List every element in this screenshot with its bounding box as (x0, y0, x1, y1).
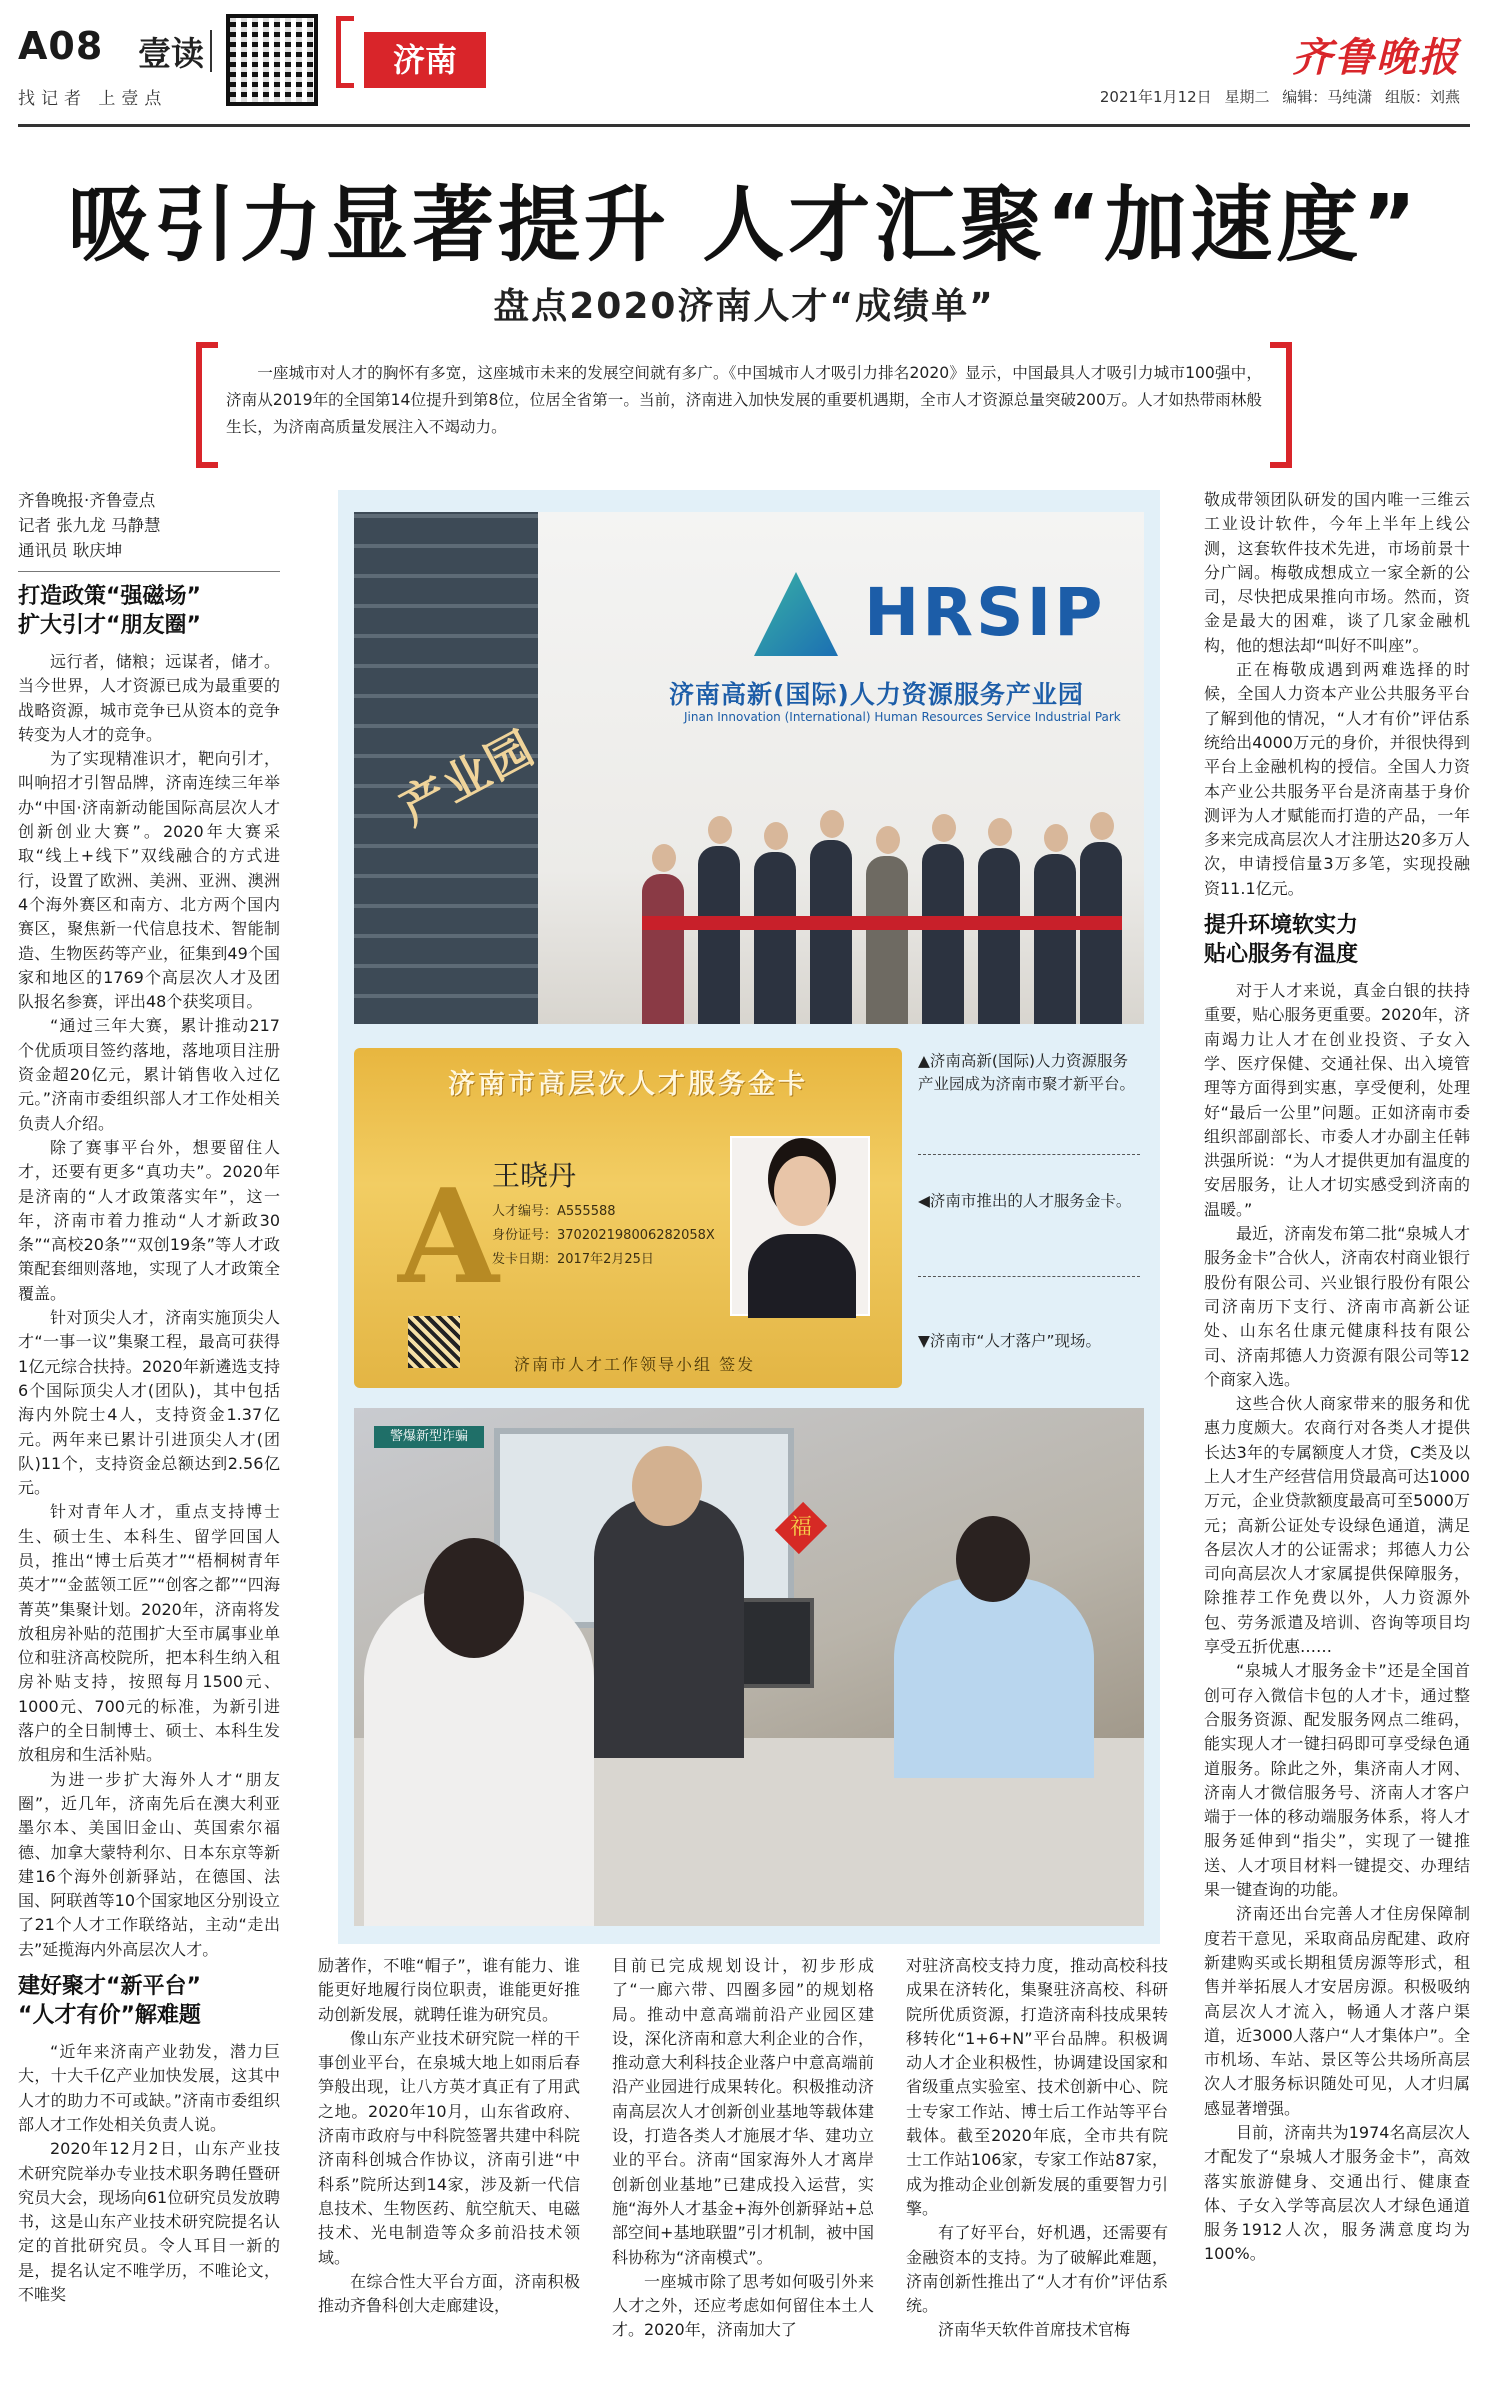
tag-bracket (336, 16, 354, 88)
paragraph: 济南还出台完善人才住房保障制度若干意见，采取商品房配建、政府新建购买或长期租赁房源等形式，租售并举拓展人才安居房源。积极吸纳高层次人才流入，畅通人才落户渠道，近3000人落户“人才集体户”。全市机场、车站、景区等公共场所高层次人才服务标识随处可见，人才归属感显著增强。 (1204, 1904, 1470, 2118)
paragraph: 这些合伙人商家带来的服务和优惠力度颇大。农商行对各类人才提供长达3年的专属额度人才贷，C类及以上人才生产经营信用贷最高可达1000万元，企业贷款额度最高可至5000万元；高新公证处专设绿色通道，满足各层次人才的公证需求；邦德人力公司向高层次人才家属提供保障服务，除推荐工作免费以外，人力资源外包、劳务派遣及培训、咨询等项目均享受五折优惠…… (1204, 1394, 1470, 1657)
paragraph: 像山东产业技术研究院一样的干事创业平台，在泉城大地上如雨后春笋般出现，让八方英才真正有了用武之地。2020年10月，山东省政府、济南市政府与中科院签署共建中科院济南科创城合作协议，济南引进“中科系”院所达到14家，涉及新一代信息技术、生物医药、航空航天、电磁技术、光电制造等众多前沿技术领域。 (318, 2028, 580, 2267)
page-number: A08 (18, 24, 104, 68)
card-issuer: 济南市人才工作领导小组 签发 (514, 1355, 756, 1374)
card-field: 人才编号：A555588 (492, 1204, 616, 1219)
caption-box (918, 1050, 1146, 1390)
byline-correspondent: 通讯员 耿庆坤 (18, 541, 123, 560)
divider (210, 30, 212, 72)
group-of-people (642, 802, 1122, 1024)
ceremony-ribbon (642, 916, 1122, 930)
caption-divider (918, 1154, 1140, 1155)
paragraph: 励著作，不唯“帽子”，谁有能力、谁能更好地履行岗位职责，谁能更好推动创新发展，就聘任谁为研究员。 (318, 1956, 580, 2024)
hrsip-logo-icon (754, 572, 838, 656)
lead-bracket-right (1270, 342, 1292, 468)
paragraph: 目前已完成规划设计，初步形成了“一廊六带、四圈多园”的规划格局。推动中意高端前沿产业园区建设，深化济南和意大利企业的合作，推动意大利科技企业落户中意高端前沿产业园进行成果转化。积极推动济南高层次人才创新创业基地等载体建设，打造各类人才施展才华、建功立业的平台。济南“国家海外人才离岸创新创业基地”已建成投入运营，实施“海外人才基金+海外创新驿站+总部空间+基地联盟”引才机制，被中国科协称为“济南模式”。 (612, 1956, 874, 2267)
person-figure (1034, 854, 1076, 1024)
fu-char: 福 (789, 1514, 813, 1540)
person-figure (1080, 842, 1122, 1024)
byline-reporters: 记者 张九龙 马静慧 (18, 516, 161, 535)
heading-line: 打造政策“强磁场” (18, 584, 201, 609)
paragraph: 为进一步扩大海外人才“朋友圈”，近几年，济南先后在澳大利亚墨尔本、美国旧金山、英国索尔福德、加拿大蒙特利尔、日本东京等新建16个海外创新驿站，在德国、法国、阿联酋等10个国家地区分别设立了21个人才工作联络站，主动“走出去”延揽海内外高层次人才。 (18, 1769, 280, 1959)
card-field: 身份证号：370202198006282058X (492, 1228, 715, 1243)
park-name-english: Jinan Innovation (International) Human Resources Service Industrial Park (684, 710, 1121, 724)
card-qr-icon (408, 1316, 460, 1368)
paragraph: 最近，济南发布第二批“泉城人才服务金卡”合伙人，济南农村商业银行股份有限公司、兴业银行股份有限公司济南历下支行、济南市高新公证处、山东名仕康元健康科技有限公司、济南邦德人力资源有限公司等12个商家入选。 (1204, 1224, 1470, 1389)
paragraph: “泉城人才服务金卡”还是全国首创可存入微信卡包的人才卡，通过整合服务资源、配发服务网点二维码，能实现人才一键扫码即可享受绿色通道服务。除此之外，集济南人才网、济南人才微信服务号、济南人才客户端于一体的移动端服务体系，将人才服务延伸到“指尖”，实现了一键推送、人才项目材料一键提交、办理结果一键查询的功能。 (1204, 1661, 1470, 1900)
article-column-3 (612, 1954, 874, 2378)
paragraph: 目前，济南共为1974名高层次人才配发了“泉城人才服务金卡”，高效落实旅游健身、交通出行、健康查体、子女入学等高层次人才绿色通道服务1912人次，服务满意度均为100%。 (1204, 2123, 1470, 2264)
heading-line: 扩大引才“朋友圈” (18, 613, 201, 638)
headline: 吸引力显著提升 人才汇聚“加速度” (67, 178, 1421, 273)
paragraph: “近年来济南产业勃发，潜力巨大，十大千亿产业加快发展，这其中人才的助力不可或缺。”济南市委组织部人才工作处相关负责人说。 (18, 2042, 280, 2134)
paragraph: 有了好平台，好机遇，还需要有金融资本的支持。为了破解此难题，济南创新性推出了“人才有价”评估系统。 (906, 2223, 1168, 2316)
article-column-1 (18, 488, 280, 2378)
paragraph: 一座城市除了思考如何吸引外来人才之外，还应考虑如何留住本土人才。2020年，济南加大了 (612, 2271, 874, 2340)
byline (18, 488, 280, 563)
paragraph: 针对顶尖人才，济南实施顶尖人才“一事一议”集聚工程，最高可获得1亿元综合扶持。2020年新遴选支持6个国际顶尖人才(团队)，其中包括海内外院士4人，支持资金1.37亿元。两年来已累计引进顶尖人才(团队)11个，支持资金总额达到2.56亿元。 (18, 1308, 280, 1498)
section-name: 壹读 (138, 34, 204, 73)
lead-paragraph: 一座城市对人才的胸怀有多宽，这座城市未来的发展空间就有多广。《中国城市人才吸引力排名2020》显示，中国最具人才吸引力城市100强中，济南从2019年的全国第14位提升到第8位，位居全省第一。当前，济南进入加快发展的重要机遇期，全市人才资源总量突破200万。人才如热带雨林般生长，为济南高质量发展注入不竭动力。 (226, 364, 1262, 436)
person-figure (698, 846, 740, 1024)
photo-panel (338, 490, 1160, 1944)
paragraph: 2020年12月2日，山东产业技术研究院举办专业技术职务聘任暨研究员大会，现场向61位研究员发放聘书，这是山东产业技术研究院提名认定的首批研究员。令人耳目一新的是，提名认定不唯学历，不唯论文，不唯奖 (18, 2139, 280, 2304)
section-heading-3 (1204, 911, 1470, 969)
caption-3: ▼济南市“人才落户”现场。 (918, 1332, 1101, 1350)
card-grade: A (398, 1160, 499, 1313)
person-police-officer (894, 1578, 1094, 1778)
header-rule (18, 124, 1470, 127)
lead-bracket-left (196, 342, 218, 468)
paragraph: 远行者，储粮；远谋者，储才。当今世界，人才资源已成为最重要的战略资源，城市竞争已从资本的竞争转变为人才的竞争。 (18, 652, 280, 744)
subheadline: 盘点2020济南人才“成绩单” (493, 286, 995, 327)
photo-industrial-park (354, 512, 1144, 1024)
caption-1: ▲济南高新(国际)人力资源服务产业园成为济南市聚才新平台。 (918, 1052, 1136, 1093)
heading-line: “人才有价”解难题 (18, 2003, 201, 2029)
person-figure (642, 874, 684, 1024)
person-applicant (364, 1588, 594, 1926)
hrsip-wordmark: HRSIP (864, 574, 1106, 651)
qr-code-icon (226, 14, 318, 106)
byline-rule (18, 571, 280, 572)
person-figure (866, 856, 908, 1024)
card-portrait (730, 1136, 870, 1316)
lead-box (196, 342, 1292, 470)
paragraph: 针对青年人才，重点支持博士生、硕士生、本科生、留学回国人员，推出“博士后英才”“梧桐树青年英才”“金蓝领工匠”“创客之都”“四海菁英”集聚计划。2020年，济南将发放租房补贴的范围扩大至市属事业单位和驻济高校院所，把本科生纳入租房补贴支持，按照每月1500元、1000元、700元的标准，为新引进落户的全日制博士、硕士、本科生发放租房和生活补贴。 (18, 1502, 280, 1765)
paragraph: 为了实现精准识才，靶向引才，叫响招才引智品牌，济南连续三年举办“中国·济南新动能国际高层次人才创新创业大赛”。2020年大赛采取“线上+线下”双线融合的方式进行，设置了欧洲、美洲、亚洲、澳洲4个海外赛区和南方、北方两个国内赛区，聚焦新一代信息技术、智能制造、生物医药等产业，征集到49个国家和地区的1769个高层次人才及团队报名参赛，评出48个获奖项目。 (18, 749, 280, 1012)
paragraph: 在综合性大平台方面，济南积极推动齐鲁科创大走廊建设， (318, 2271, 580, 2316)
page-header (18, 12, 1470, 132)
paragraph: 济南华天软件首席技术官梅 (938, 2320, 1131, 2340)
person-figure (754, 852, 796, 1024)
newspaper-logo: 齐鲁晚报 (1292, 34, 1460, 81)
byline-source: 齐鲁晚报·齐鲁壹点 (18, 491, 156, 510)
person-figure (978, 848, 1020, 1024)
caption-2: ◀济南市推出的人才服务金卡。 (918, 1192, 1132, 1210)
card-holder-name: 王晓丹 (492, 1159, 577, 1192)
article-column-4 (906, 1954, 1168, 2378)
article-column-5 (1204, 488, 1470, 2378)
card-title: 济南市高层次人才服务金卡 (448, 1069, 808, 1100)
section-heading-2 (18, 1972, 280, 2030)
paragraph: 正在梅敬成遇到两难选择的时候，全国人力资本产业公共服务平台了解到他的情况，“人才有价”评估系统给出4000万元的身价，并很快得到平台上金融机构的授信。全国人力资本产业公共服务平台是济南基于身价测评为人才赋能而打造的产品，一年多来完成高层次人才注册达20多万人次，申请授信量3万多笔，实现投融资11.1亿元。 (1204, 660, 1470, 898)
person-figure (810, 840, 852, 1024)
heading-line: 贴心服务有温度 (1204, 942, 1359, 968)
park-name: 济南高新(国际)人力资源服务产业园 (669, 680, 1084, 709)
card-field: 发卡日期：2017年2月25日 (492, 1252, 654, 1267)
caption-divider (918, 1276, 1140, 1277)
photo-settlement-service (354, 1408, 1144, 1926)
person-standing (594, 1498, 744, 1758)
paragraph: 敬成带领团队研发的国内唯一三维云工业设计软件，今年上半年上线公测，这套软件技术先进，市场前景十分广阔。梅敬成想成立一家全新的公司，尽快把成果推向市场。然而，资金是最大的困难，谈了几家金融机构，他的想法却“叫好不叫座”。 (1204, 490, 1470, 655)
paragraph: 对于人才来说，真金白银的扶持重要，贴心服务更重要。2020年，济南竭力让人才在创业投资、子女入学、医疗保健、交通社保、出入境管理等方面得到实惠，享受便利，处理好“最后一公里”问题。正如济南市委组织部副部长、市委人才办副主任韩洪强所说：“为人才提供更加有温度的安居服务，让人才切实感受到济南的温暖。” (1204, 981, 1470, 1219)
header-slogan: 找记者 上壹点 (18, 89, 168, 109)
photo-talent-gold-card (354, 1048, 902, 1388)
heading-line: 提升环境软实力 (1204, 913, 1359, 939)
paragraph: 除了赛事平台外，想要留住人才，还要有更多“真功夫”。2020年是济南的“人才政策落实年”，这一年，济南市着力推动“人才新政30条”“高校20条”“双创19条”等人才政策配套细则落地，实现了人才政策全覆盖。 (18, 1137, 280, 1303)
heading-line: 建好聚才“新平台” (18, 1974, 201, 2000)
paragraph: “通过三年大赛，累计推动217个优质项目签约落地，落地项目注册资金超20亿元，累计销售收入过亿元。”济南市委组织部人才工作处相关负责人介绍。 (18, 1016, 280, 1133)
section-tag: 济南 (364, 32, 486, 88)
section-heading-1 (18, 582, 280, 640)
paragraph: 对驻济高校支持力度，推动高校科技成果在济转化，集聚驻济高校、科研院所优质资源，打造济南科技成果转移转化“1+6+N”平台品牌。积极调动人才企业积极性，协调建设国家和省级重点实验室、技术创新中心、院士专家工作站、博士后工作站等平台载体。截至2020年底，全市共有院士工作站106家，专家工作站87家，成为推动企业创新发展的重要智力引擎。 (906, 1956, 1168, 2218)
building-sign: 产业园 (391, 720, 544, 836)
person-figure (922, 844, 964, 1024)
warning-banner: 警爆新型诈骗 (374, 1426, 484, 1448)
article-column-2 (318, 1954, 580, 2378)
issue-meta: 2021年1月12日 星期二 编辑：马纯潇 组版：刘燕 (1099, 88, 1460, 106)
